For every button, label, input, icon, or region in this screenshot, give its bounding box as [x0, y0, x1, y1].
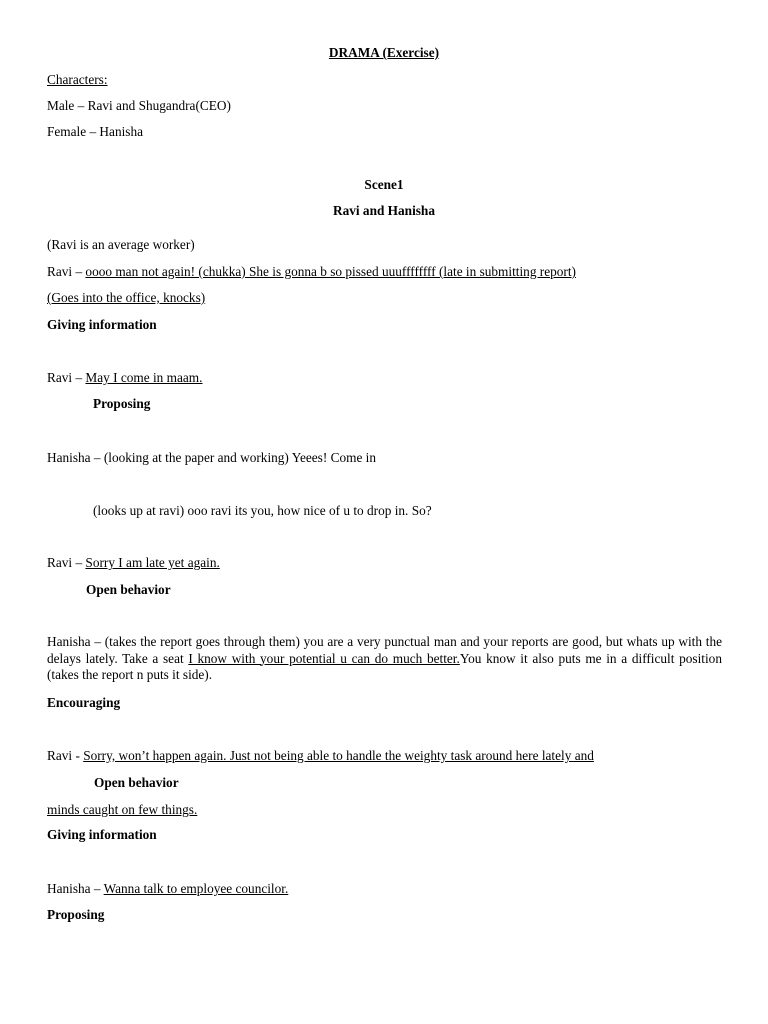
dialogue-line-4: (looks up at ravi) ooo ravi its you, how nice of u to drop in. So? — [93, 503, 432, 518]
stage-direction-1: (Ravi is an average worker) — [47, 237, 195, 252]
dialogue-line-3: Hanisha – (looking at the paper and working) Yeees! Come in — [47, 450, 377, 465]
behavior-label-3: Open behavior — [86, 582, 171, 597]
dialogue-text: Wanna talk to employee councilor. — [103, 881, 289, 896]
dialogue-line-6 — [47, 748, 594, 764]
dialogue-paragraph-1 — [47, 634, 722, 684]
speaker: Ravi – — [47, 370, 86, 385]
speaker: Ravi – — [47, 555, 86, 570]
behavior-label-4: Encouraging — [47, 695, 121, 710]
stage-direction-2: (Goes into the office, knocks) — [47, 290, 206, 305]
behavior-label-2: Proposing — [93, 396, 151, 411]
scene-subtitle: Ravi and Hanisha — [333, 203, 435, 218]
dialogue-line-7: minds caught on few things. — [47, 802, 198, 817]
scene-title: Scene1 — [364, 177, 404, 192]
characters-male: Male – Ravi and Shugandra(CEO) — [47, 98, 231, 113]
characters-heading: Characters: — [47, 72, 108, 87]
dialogue-line-5 — [47, 555, 220, 571]
dialogue-text: Hanisha – (takes the report goes through them) you are a very punctual man and your reports are good, but whats up with the delays lately. Take a seat — [47, 634, 722, 666]
dialogue-text: May I come in maam. — [85, 370, 203, 385]
behavior-label-6: Giving information — [47, 827, 157, 842]
dialogue-text-underlined: I know with your potential u can do much better. — [188, 650, 460, 666]
dialogue-line-2 — [47, 370, 202, 386]
behavior-label-7: Proposing — [47, 907, 105, 922]
dialogue-text: oooo man not again! (chukka) She is gonna b so pissed uuuffffffff (late in submitting report) — [85, 264, 576, 279]
speaker: Ravi – — [47, 264, 86, 279]
dialogue-text: Sorry, won’t happen again. Just not being able to handle the weighty task around here lately and — [83, 748, 594, 763]
characters-female: Female – Hanisha — [47, 124, 144, 139]
document-title: DRAMA (Exercise) — [328, 45, 440, 60]
dialogue-text: You know it also puts me in a difficult position (takes the report n puts it side). — [47, 650, 722, 682]
dialogue-text: Sorry I am late yet again. — [85, 555, 220, 570]
speaker: Ravi - — [47, 748, 84, 763]
behavior-label-1: Giving information — [47, 317, 157, 332]
speaker: Hanisha – — [47, 881, 104, 896]
behavior-label-5: Open behavior — [94, 775, 179, 790]
dialogue-line-1 — [47, 264, 576, 280]
dialogue-line-8 — [47, 881, 288, 897]
